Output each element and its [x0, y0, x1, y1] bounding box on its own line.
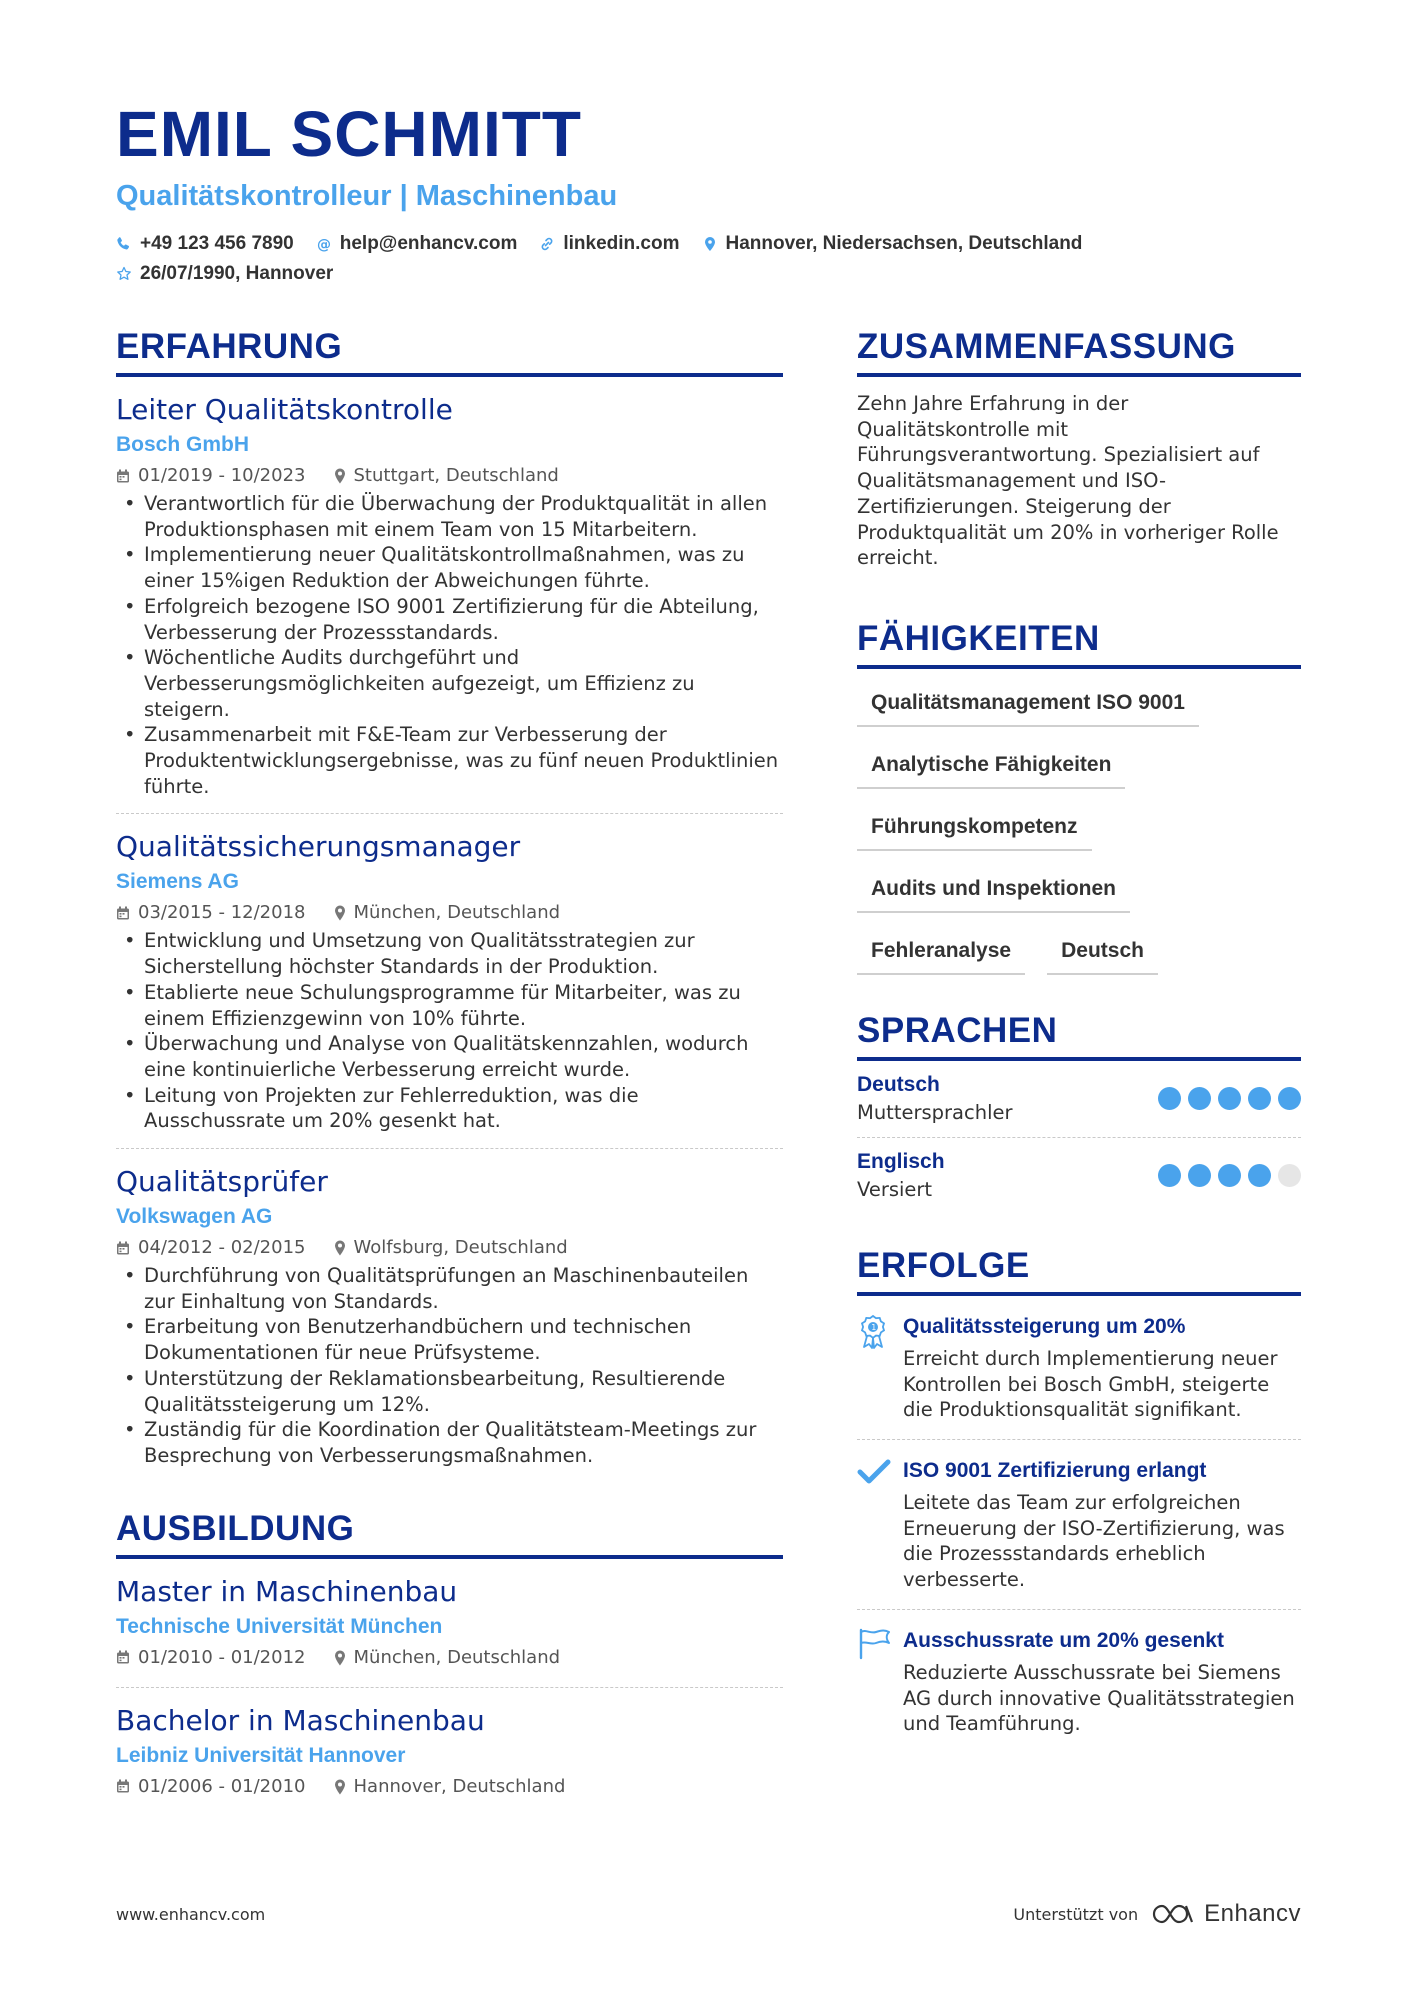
achievement-title: ISO 9001 Zertifizierung erlangt: [903, 1459, 1207, 1483]
at-icon: [316, 236, 332, 252]
language-level: Muttersprachler: [857, 1100, 1013, 1124]
right-column: [857, 325, 1301, 1753]
section-title-summary: ZUSAMMENFASSUNG: [857, 325, 1301, 377]
achievement-title: Qualitätssteigerung um 20%: [903, 1314, 1186, 1338]
experience-entry: [116, 377, 783, 814]
location-pin-icon: [334, 1650, 346, 1666]
resume-header: [116, 98, 1316, 289]
job-title: Qualitätsprüfer: [116, 1165, 328, 1199]
education-meta: [116, 1643, 783, 1673]
achievement-description: Erreicht durch Implementierung neuer Kontrollen bei Bosch GmbH, steigerte die Produktionsqualität signifikant.: [903, 1346, 1278, 1422]
job-title: Leiter Qualitätskontrolle: [116, 393, 453, 426]
achievement-entry: [857, 1296, 1301, 1440]
location-pin-icon: [334, 905, 346, 921]
education-entry: [116, 1559, 783, 1688]
job-location: München, Deutschland: [353, 902, 561, 924]
section-title-experience: ERFAHRUNG: [116, 325, 783, 377]
job-location: Wolfsburg, Deutschland: [353, 1237, 568, 1259]
language-rating: [1151, 1164, 1301, 1187]
summary-text: Zehn Jahre Erfahrung in der Qualitätskontrolle mit Führungsverantwortung. Spezialisiert auf Qualitätsmanagement und ISO-Zertifizierungen. Steigerung der Produktqualität um 20% in vorheriger Rolle erreicht.: [857, 392, 1279, 570]
list-item: • Verantwortlich für die Überwachung der Produktqualität in allen Produktionsphasen mit einem Team von 15 Mitarbeitern.: [116, 491, 783, 542]
achievement-description: Reduzierte Ausschussrate bei Siemens AG durch innovative Qualitätsstrategien und Teamführung.: [903, 1660, 1295, 1736]
skills-list: [857, 683, 1301, 975]
calendar-icon: [116, 906, 130, 921]
brand-name: Enhancv: [1204, 1900, 1301, 1927]
footer-branding: [1013, 1900, 1301, 1928]
email-address: help@enhancv.com: [339, 233, 518, 254]
contact-phone[interactable]: [116, 233, 294, 255]
location-text: Hannover, Niedersachsen, Deutschland: [725, 233, 1083, 254]
achievement-entry: [857, 1610, 1301, 1753]
calendar-icon: [116, 1241, 130, 1256]
award-ribbon-icon: [857, 1314, 889, 1350]
contact-linkedin[interactable]: [539, 233, 679, 255]
language-name: Englisch: [857, 1149, 945, 1173]
education-dates: 01/2010 - 01/2012: [138, 1646, 306, 1668]
list-item: • Entwicklung und Umsetzung von Qualitätsstrategien zur Sicherstellung höchster Standards in der Produktion.: [116, 928, 783, 979]
calendar-icon: [116, 469, 130, 484]
list-item: • Unterstützung der Reklamationsbearbeitung, Resultierende Qualitätssteigerung um 12%.: [116, 1366, 783, 1417]
rating-dot: [1218, 1087, 1241, 1110]
school-name: Leibniz Universität Hannover: [116, 1743, 406, 1767]
left-column: [116, 325, 783, 1816]
location-pin-icon: [334, 1779, 346, 1795]
list-item: • Etablierte neue Schulungsprogramme für Mitarbeiter, was zu einem Effizienzgewinn von 10% führte.: [116, 980, 783, 1031]
list-item: • Überwachung und Analyse von Qualitätskennzahlen, wodurch eine kontinuierliche Verbesserung erreicht wurde.: [116, 1031, 783, 1082]
list-item: • Erarbeitung von Benutzerhandbüchern und technischen Dokumentationen für neue Prüfsysteme.: [116, 1314, 783, 1365]
job-location: Stuttgart, Deutschland: [353, 465, 559, 486]
achievement-description: Leitete das Team zur erfolgreichen Erneuerung der ISO-Zertifizierung, was die Prozessstandards erheblich verbesserte.: [903, 1491, 1285, 1592]
linkedin-url: linkedin.com: [563, 233, 680, 254]
degree-title: Master in Maschinenbau: [116, 1574, 458, 1608]
candidate-role: Qualitätskontrolleur | Maschinenbau: [116, 180, 618, 212]
skill-tag: Audits und Inspektionen: [857, 869, 1130, 913]
experience-entry: [116, 1149, 783, 1483]
rating-dot: [1188, 1164, 1211, 1187]
list-item: • Implementierung neuer Qualitätskontrollmaßnahmen, was zu einer 15%igen Reduktion der Abweichungen führte.: [116, 542, 783, 593]
school-name: Technische Universität München: [116, 1614, 443, 1638]
language-level: Versiert: [857, 1177, 933, 1201]
job-dates: 03/2015 - 12/2018: [138, 902, 306, 924]
contact-birth: [116, 263, 333, 285]
powered-by-text: Unterstützt von: [1013, 1904, 1139, 1924]
contact-email[interactable]: [316, 233, 518, 255]
rating-dot: [1248, 1087, 1271, 1110]
list-item: • Zusammenarbeit mit F&E-Team zur Verbesserung der Produktentwicklungsergebnisse, was zu fünf neuen Produktlinien führte.: [116, 722, 783, 799]
list-item: • Durchführung von Qualitätsprüfungen an Maschinenbauteilen zur Einhaltung von Standards.: [116, 1263, 783, 1314]
degree-title: Bachelor in Maschinenbau: [116, 1703, 485, 1737]
phone-number: +49 123 456 7890: [140, 233, 294, 254]
enhancv-logo-icon: [1150, 1901, 1196, 1927]
education-location: München, Deutschland: [353, 1646, 561, 1668]
job-meta: [116, 898, 783, 928]
rating-dot: [1158, 1087, 1181, 1110]
footer-url[interactable]: www.enhancv.com: [116, 1904, 266, 1924]
job-dates: 04/2012 - 02/2015: [138, 1237, 306, 1259]
company-name: Volkswagen AG: [116, 1205, 273, 1229]
calendar-icon: [116, 1650, 130, 1665]
achievement-title: Ausschussrate um 20% gesenkt: [903, 1628, 1224, 1652]
rating-dot: [1218, 1164, 1241, 1187]
checkmark-icon: [857, 1458, 891, 1486]
rating-dot: [1278, 1164, 1301, 1187]
location-pin-icon: [334, 1240, 346, 1256]
svg-text:1: 1: [871, 1322, 877, 1332]
rating-dot: [1188, 1087, 1211, 1110]
contact-info: [116, 229, 1316, 289]
rating-dot: [1248, 1164, 1271, 1187]
skill-tag: Analytische Fähigkeiten: [857, 745, 1125, 789]
star-icon: [116, 266, 132, 282]
language-entry: [857, 1138, 1301, 1214]
experience-entry: [116, 814, 783, 1149]
job-meta: [116, 1233, 783, 1263]
section-title-achievements: ERFOLGE: [857, 1244, 1301, 1296]
birth-info: 26/07/1990, Hannover: [140, 263, 334, 284]
section-title-education: AUSBILDUNG: [116, 1507, 783, 1559]
phone-icon: [116, 236, 132, 252]
language-name: Deutsch: [857, 1072, 940, 1096]
list-item: • Wöchentliche Audits durchgeführt und Verbesserungsmöglichkeiten aufgezeigt, um Effizienz zu steigern.: [116, 645, 783, 722]
skill-tag: Qualitätsmanagement ISO 9001: [857, 683, 1199, 727]
job-meta: [116, 461, 783, 491]
link-icon: [539, 236, 555, 252]
language-rating: [1151, 1087, 1301, 1110]
skill-tag: Fehleranalyse: [857, 931, 1025, 975]
location-pin-icon: [334, 468, 346, 484]
contact-location: [702, 233, 1083, 255]
candidate-name: EMIL SCHMITT: [116, 98, 582, 170]
education-location: Hannover, Deutschland: [353, 1775, 566, 1797]
job-dates: 01/2019 - 10/2023: [138, 465, 306, 486]
achievement-entry: [857, 1440, 1301, 1610]
svg-text:@: @: [316, 237, 331, 252]
flag-icon: [857, 1628, 893, 1660]
job-bullets: [116, 928, 783, 1134]
education-entry: [116, 1688, 783, 1816]
rating-dot: [1158, 1164, 1181, 1187]
company-name: Bosch GmbH: [116, 433, 250, 456]
education-dates: 01/2006 - 01/2010: [138, 1775, 306, 1797]
job-bullets: [116, 491, 783, 799]
company-name: Siemens AG: [116, 870, 239, 894]
skill-tag: Führungskompetenz: [857, 807, 1092, 851]
job-title: Qualitätssicherungsmanager: [116, 830, 521, 864]
section-title-skills: FÄHIGKEITEN: [857, 617, 1301, 669]
page-footer: [116, 1900, 1301, 1928]
skill-tag: Deutsch: [1047, 931, 1158, 975]
location-pin-icon: [702, 236, 718, 252]
calendar-icon: [116, 1779, 130, 1794]
education-meta: [116, 1772, 783, 1802]
list-item: • Erfolgreich bezogene ISO 9001 Zertifizierung für die Abteilung, Verbesserung der Prozessstandards.: [116, 594, 783, 645]
list-item: • Leitung von Projekten zur Fehlerreduktion, was die Ausschussrate um 20% gesenkt hat.: [116, 1083, 783, 1134]
language-entry: [857, 1061, 1301, 1138]
section-title-languages: SPRACHEN: [857, 1009, 1301, 1061]
list-item: • Zuständig für die Koordination der Qualitätsteam-Meetings zur Besprechung von Verbesserungsmaßnahmen.: [116, 1417, 783, 1468]
rating-dot: [1278, 1087, 1301, 1110]
job-bullets: [116, 1263, 783, 1469]
